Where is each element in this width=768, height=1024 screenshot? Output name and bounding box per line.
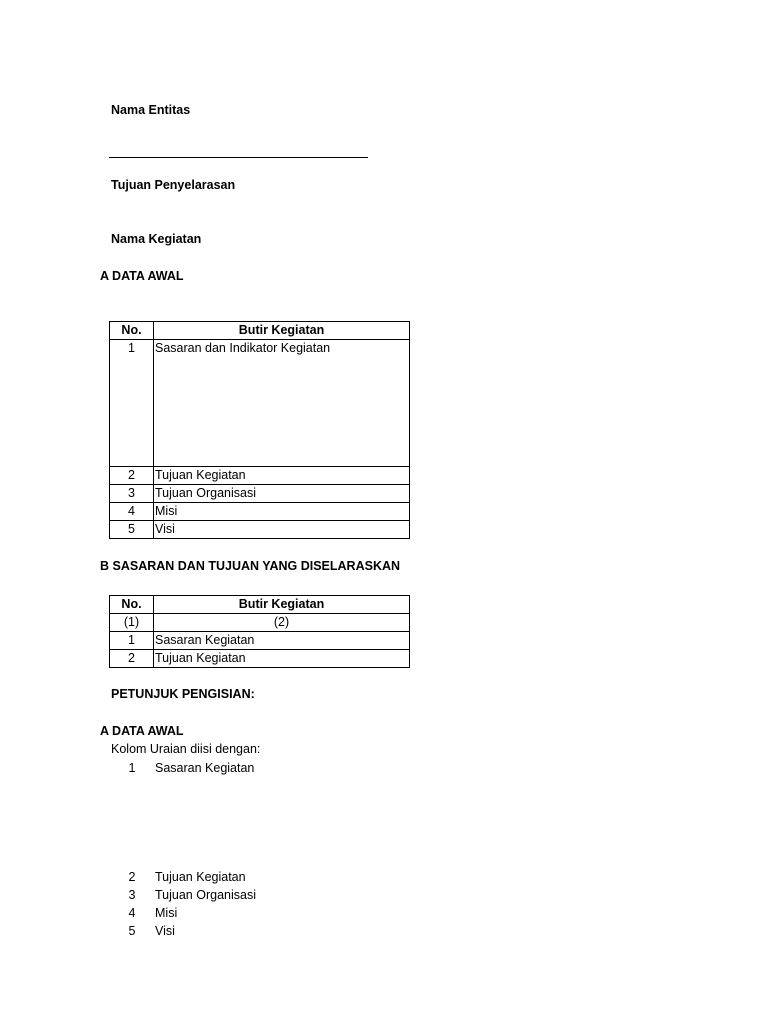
list-item-number: 4 bbox=[128, 906, 136, 920]
table-row bbox=[110, 467, 410, 485]
table-row bbox=[110, 340, 410, 467]
col-butir-header: Butir Kegiatan bbox=[154, 596, 410, 614]
petunjuk-intro: Kolom Uraian diisi dengan: bbox=[111, 742, 261, 756]
table-header-row bbox=[110, 322, 410, 340]
row-butir: Tujuan Organisasi bbox=[154, 485, 410, 503]
list-item-number: 3 bbox=[128, 888, 136, 902]
sasaran-tujuan-table bbox=[109, 595, 410, 668]
row-butir: Sasaran dan Indikator Kegiatan bbox=[154, 340, 410, 467]
sasaran-tujuan-table-wrapper bbox=[109, 595, 369, 670]
index-no: (1) bbox=[110, 614, 154, 632]
section-a-title: A DATA AWAL bbox=[100, 269, 184, 283]
nama-kegiatan-label: Nama Kegiatan bbox=[111, 232, 202, 246]
list-item-text: Visi bbox=[155, 924, 175, 938]
list-item-number: 1 bbox=[128, 761, 136, 775]
petunjuk-title: PETUNJUK PENGISIAN: bbox=[111, 687, 255, 701]
col-no-header: No. bbox=[110, 596, 154, 614]
index-butir: (2) bbox=[154, 614, 410, 632]
list-item-number: 5 bbox=[128, 924, 136, 938]
data-awal-table bbox=[109, 321, 410, 539]
row-no: 4 bbox=[110, 503, 154, 521]
col-no-header: No. bbox=[110, 322, 154, 340]
table-row bbox=[110, 503, 410, 521]
list-item-text: Tujuan Kegiatan bbox=[155, 870, 246, 884]
table-row bbox=[110, 521, 410, 539]
table-header-row bbox=[110, 596, 410, 614]
row-butir: Misi bbox=[154, 503, 410, 521]
row-no: 1 bbox=[110, 632, 154, 650]
table-index-row bbox=[110, 614, 410, 632]
row-no: 2 bbox=[110, 467, 154, 485]
row-no: 1 bbox=[110, 340, 154, 467]
nama-entitas-label: Nama Entitas bbox=[111, 103, 191, 117]
table-row bbox=[110, 485, 410, 503]
petunjuk-section-title: A DATA AWAL bbox=[100, 724, 184, 738]
row-butir: Sasaran Kegiatan bbox=[154, 632, 410, 650]
row-butir: Tujuan Kegiatan bbox=[154, 467, 410, 485]
list-item-number: 2 bbox=[128, 870, 136, 884]
row-no: 3 bbox=[110, 485, 154, 503]
list-item-text: Tujuan Organisasi bbox=[155, 888, 256, 902]
row-no: 5 bbox=[110, 521, 154, 539]
row-butir: Visi bbox=[154, 521, 410, 539]
row-no: 2 bbox=[110, 650, 154, 668]
section-b-title: B SASARAN DAN TUJUAN YANG DISELARASKAN bbox=[100, 559, 401, 573]
table-row bbox=[110, 632, 410, 650]
table-row bbox=[110, 650, 410, 668]
col-butir-header: Butir Kegiatan bbox=[154, 322, 410, 340]
data-awal-table-wrapper bbox=[109, 321, 369, 543]
list-item-text: Sasaran Kegiatan bbox=[155, 761, 255, 775]
row-butir: Tujuan Kegiatan bbox=[154, 650, 410, 668]
tujuan-penyelarasan-label: Tujuan Penyelarasan bbox=[111, 178, 236, 192]
nama-entitas-underline bbox=[109, 157, 368, 158]
section-b-title-wrapper bbox=[100, 559, 401, 579]
list-item-text: Misi bbox=[155, 906, 178, 920]
